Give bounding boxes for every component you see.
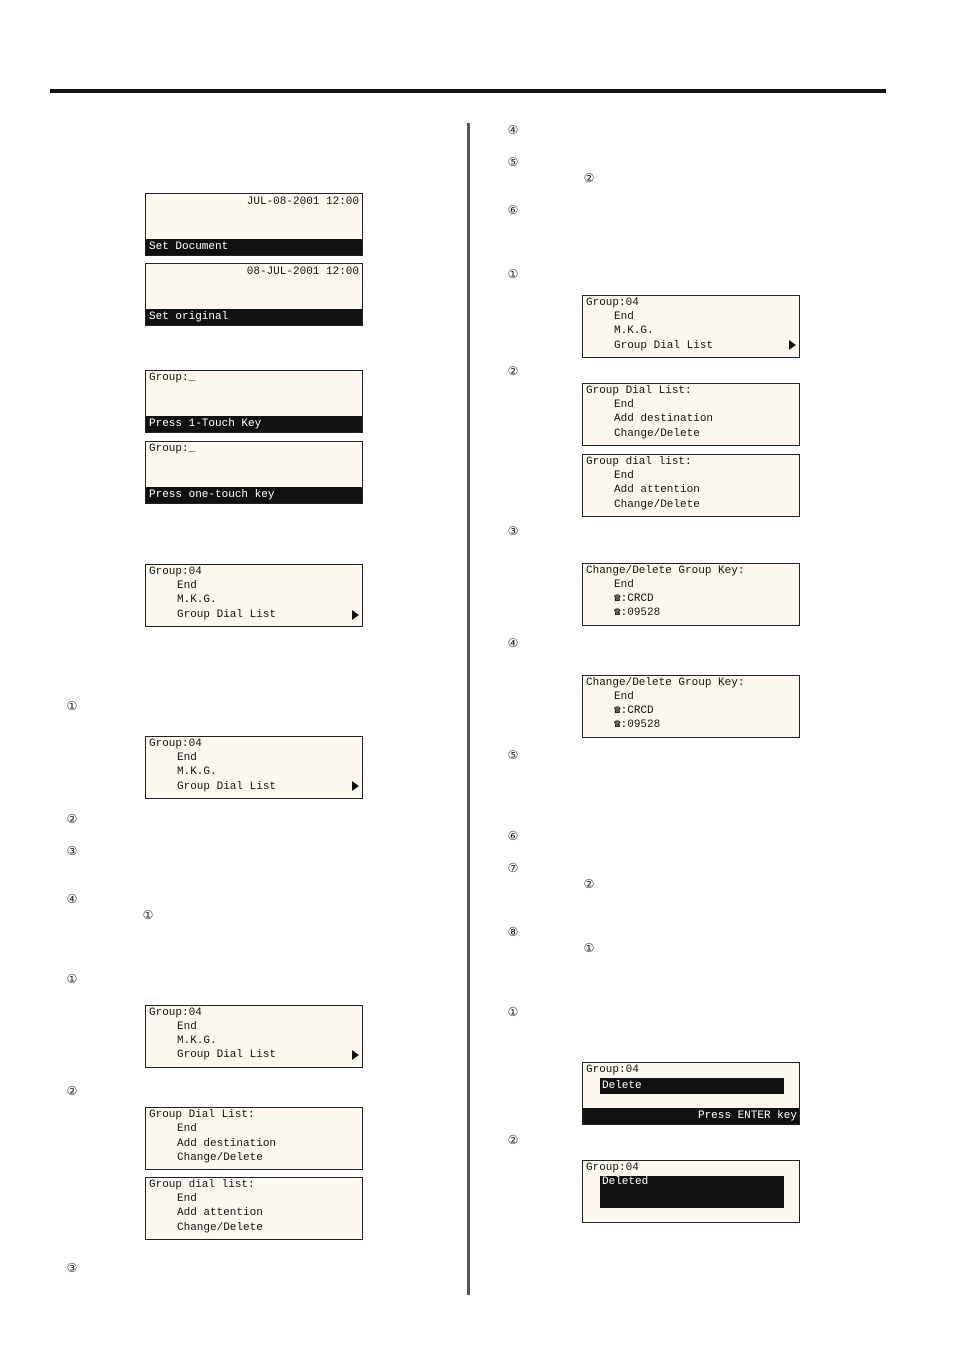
- step-number: ⑧: [507, 925, 519, 939]
- lcd-menu-item: Add destination: [614, 413, 714, 425]
- lcd-menu-item: Change/Delete: [177, 1152, 263, 1164]
- lcd-screen-delete-confirm: [582, 1062, 800, 1125]
- lcd-menu-item: Change/Delete: [614, 499, 700, 511]
- step-reference: ①: [583, 941, 595, 955]
- lcd-prompt: Group:_: [149, 443, 196, 455]
- lcd-prompt: Group:_: [149, 372, 196, 384]
- step-number: ⑥: [507, 203, 519, 217]
- lcd-menu-item: Group Dial List: [614, 340, 714, 352]
- lcd-selected-option: Delete: [600, 1078, 784, 1094]
- triangle-right-icon: [789, 340, 796, 350]
- lcd-menu-item: ☎:CRCD: [614, 705, 654, 717]
- step-number: ③: [66, 844, 78, 858]
- step-reference: ②: [583, 171, 595, 185]
- lcd-screen-deleted: [582, 1160, 800, 1223]
- lcd-title: Change/Delete Group Key:: [586, 677, 745, 689]
- lcd-status-bar: Set Document: [146, 239, 362, 255]
- lcd-title: Group:04: [149, 738, 202, 750]
- triangle-right-icon: [352, 781, 359, 791]
- step-reference: ①: [142, 908, 154, 922]
- step-number: ②: [66, 812, 78, 826]
- column-divider: [467, 123, 470, 1295]
- lcd-title: Group:04: [149, 1007, 202, 1019]
- lcd-menu-item: Add destination: [177, 1138, 277, 1150]
- lcd-menu-item: End: [177, 580, 197, 592]
- lcd-status-bar: Press ENTER key: [583, 1108, 799, 1124]
- lcd-menu-item: Group Dial List: [177, 609, 277, 621]
- lcd-screen-change-delete: [582, 675, 800, 738]
- lcd-message: Deleted: [600, 1176, 784, 1208]
- lcd-menu-item: End: [177, 1193, 197, 1205]
- lcd-menu-item: Change/Delete: [177, 1222, 263, 1234]
- step-number: ⑦: [507, 861, 519, 875]
- lcd-screen-date-us: [145, 193, 363, 256]
- lcd-screen-change-delete: [582, 563, 800, 626]
- lcd-menu-item: End: [614, 399, 634, 411]
- triangle-right-icon: [352, 610, 359, 620]
- lcd-menu-item: End: [614, 311, 634, 323]
- lcd-menu-item: Add attention: [177, 1207, 263, 1219]
- lcd-title: Change/Delete Group Key:: [586, 565, 745, 577]
- lcd-status-bar: Press one-touch key: [146, 487, 362, 503]
- lcd-menu-item: ☎:09528: [614, 719, 661, 731]
- lcd-screen-dial-list-us: [582, 383, 800, 446]
- lcd-menu-item: End: [177, 1021, 197, 1033]
- lcd-menu-item: Group Dial List: [177, 1049, 277, 1061]
- lcd-menu-item: Add attention: [614, 484, 700, 496]
- lcd-screen-group-menu: [145, 736, 363, 799]
- lcd-menu-item: ☎:CRCD: [614, 593, 654, 605]
- lcd-status-bar: Press 1-Touch Key: [146, 416, 362, 432]
- lcd-screen-dial-list-us: [145, 1107, 363, 1170]
- lcd-screen-group-prompt-us: [145, 370, 363, 433]
- lcd-menu-item: M.K.G.: [614, 325, 654, 337]
- lcd-date: JUL-08-2001 12:00: [246, 196, 359, 208]
- lcd-title: Group:04: [149, 566, 202, 578]
- lcd-screen-group-menu: [582, 295, 800, 358]
- lcd-status-bar: Set original: [146, 309, 362, 325]
- lcd-screen-group-menu: [145, 1005, 363, 1068]
- lcd-screen-group-menu: [145, 564, 363, 627]
- step-number: ③: [507, 524, 519, 538]
- lcd-screen-date-eu: [145, 263, 363, 326]
- lcd-title: Group:04: [586, 297, 639, 309]
- lcd-title: Group:04: [586, 1064, 639, 1076]
- step-number: ②: [66, 1084, 78, 1098]
- lcd-title: Group dial list:: [149, 1179, 255, 1191]
- step-number: ①: [507, 1005, 519, 1019]
- step-number: ⑥: [507, 829, 519, 843]
- step-number: ⑤: [507, 748, 519, 762]
- lcd-menu-item: M.K.G.: [177, 766, 217, 778]
- step-number: ①: [507, 267, 519, 281]
- step-number: ④: [507, 636, 519, 650]
- lcd-menu-item: ☎:09528: [614, 607, 661, 619]
- lcd-screen-dial-list-eu: [145, 1177, 363, 1240]
- lcd-menu-item: End: [177, 1123, 197, 1135]
- lcd-menu-item: End: [614, 691, 634, 703]
- lcd-date: 08-JUL-2001 12:00: [246, 266, 359, 278]
- lcd-screen-dial-list-eu: [582, 454, 800, 517]
- lcd-screen-group-prompt-eu: [145, 441, 363, 504]
- lcd-menu-item: End: [614, 470, 634, 482]
- triangle-right-icon: [352, 1050, 359, 1060]
- step-number: ③: [66, 1261, 78, 1275]
- lcd-title: Group dial list:: [586, 456, 692, 468]
- lcd-title: Group:04: [586, 1162, 639, 1174]
- step-number: ①: [66, 699, 78, 713]
- lcd-menu-item: M.K.G.: [177, 1035, 217, 1047]
- lcd-title: Group Dial List:: [149, 1109, 255, 1121]
- lcd-title: Group Dial List:: [586, 385, 692, 397]
- header-rule: [50, 89, 886, 93]
- step-number: ②: [507, 364, 519, 378]
- lcd-menu-item: End: [177, 752, 197, 764]
- lcd-menu-item: Group Dial List: [177, 781, 277, 793]
- step-number: ④: [507, 123, 519, 137]
- step-number: ⑤: [507, 155, 519, 169]
- lcd-menu-item: M.K.G.: [177, 594, 217, 606]
- lcd-menu-item: End: [614, 579, 634, 591]
- lcd-menu-item: Change/Delete: [614, 428, 700, 440]
- step-number: ①: [66, 972, 78, 986]
- step-number: ②: [507, 1133, 519, 1147]
- step-number: ④: [66, 892, 78, 906]
- step-reference: ②: [583, 877, 595, 891]
